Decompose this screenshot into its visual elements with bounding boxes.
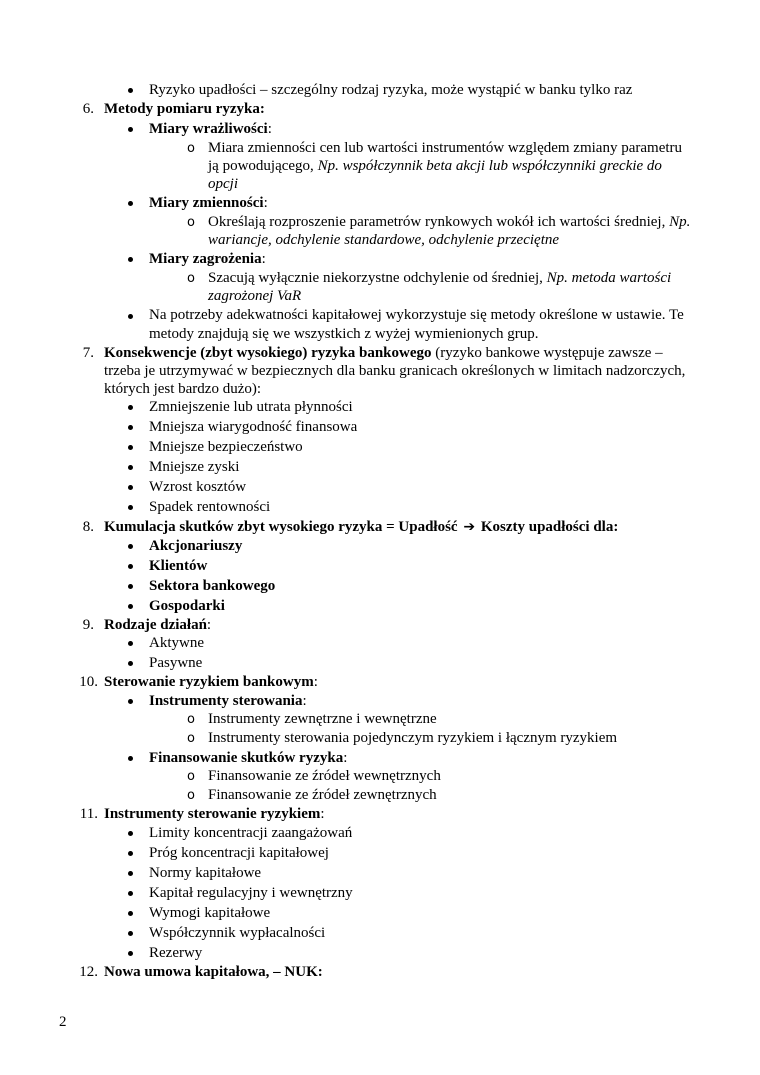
italic-text: zagrożonej VaR [208,288,302,304]
text-line: których jest bardzo dużo): [104,381,262,397]
list-item: Finansowanie ze źródeł zewnętrznych [208,787,437,803]
list-item: Zmniejszenie lub utrata płynności [149,399,353,415]
bullet-icon [128,911,133,916]
arrow-right-icon: ➔ [463,519,476,535]
bullet-icon [128,699,133,704]
section-heading: Konsekwencje (zbyt wysokiego) ryzyka bankowego [104,345,432,361]
bullet-icon [128,641,133,646]
list-item: Akcjonariuszy [149,538,243,554]
subheading: Miary zmienności [149,195,264,211]
item-number: 7. [82,345,94,361]
list-item: Gospodarki [149,598,225,614]
subheading: Miary zagrożenia [149,251,262,267]
list-item: Współczynnik wypłacalności [149,925,326,941]
list-item: Limity koncentracji zaangażowań [149,825,353,841]
page-number: 2 [59,1014,67,1030]
colon: : [313,674,318,690]
bullet-icon [128,544,133,549]
colon: : [267,121,272,137]
bullet-icon [128,831,133,836]
circle-bullet-icon: o [187,788,195,803]
section-heading: Sterowanie ryzykiem bankowym [104,674,314,690]
text-part: Określają rozproszenie parametrów rynkowych wokół ich wartości średniej, [208,214,670,230]
item-number: 9. [82,617,94,633]
subheading: Finansowanie skutków ryzyka [149,750,344,766]
circle-bullet-icon: o [187,271,195,286]
text-part: ją powodującego, [208,158,318,174]
text-line: metody znajdują się we wszystkich z wyżej wymienionych grup. [149,326,539,342]
list-item: Wymogi kapitałowe [149,905,271,921]
section-heading: Rodzaje działań [104,617,207,633]
circle-bullet-icon: o [187,731,195,746]
list-item: Mniejsze bezpieczeństwo [149,439,303,455]
bullet-icon [128,127,133,132]
list-item: Instrumenty zewnętrzne i wewnętrzne [208,711,437,727]
text-line: trzeba je utrzymywać w bezpiecznych dla banku granicach określonych w limitach nadzorczych, [104,363,686,379]
bullet-icon [128,425,133,430]
colon: : [343,750,348,766]
list-item: Rezerwy [149,945,203,961]
bullet-icon [128,257,133,262]
colon: : [263,195,268,211]
section-heading: Kumulacja skutków zbyt wysokiego ryzyka = Upadłość [104,519,458,535]
section-heading: Metody pomiaru ryzyka: [104,101,265,117]
subheading: Miary wrażliwości [149,121,268,137]
bullet-icon [128,505,133,510]
italic-text: Np. współczynnik beta akcji lub współczynniki greckie do [317,158,662,174]
bullet-icon [128,604,133,609]
list-item: Wzrost kosztów [149,479,247,495]
bullet-icon [128,871,133,876]
bullet-icon [128,314,133,319]
bullet-icon [128,756,133,761]
list-item: Próg koncentracji kapitałowej [149,845,329,861]
section-heading-line [104,518,618,538]
item-number: 11. [79,806,98,822]
subheading-line [149,749,347,769]
italic-text: Np. [669,214,691,230]
text-line: Ryzyko upadłości – szczególny rodzaj ryzyka, może wystąpić w banku tylko raz [149,82,633,98]
list-item: Klientów [149,558,208,574]
section-heading: Instrumenty sterowanie ryzykiem [104,806,321,822]
circle-bullet-icon: o [187,215,195,230]
subheading: Instrumenty sterowania [149,693,303,709]
colon: : [320,806,325,822]
bullet-icon [128,201,133,206]
item-number: 8. [82,519,94,535]
bullet-icon [128,661,133,666]
text-line [208,157,662,177]
italic-text: Np. metoda wartości [546,270,672,286]
bullet-icon [128,445,133,450]
subheading-line [149,120,272,140]
text-part: (ryzyko bankowe występuje zawsze – [431,345,663,361]
bullet-icon [128,584,133,589]
bullet-icon [128,851,133,856]
text-line [208,269,671,289]
colon: : [261,251,266,267]
bullet-icon [128,931,133,936]
item-number: 6. [82,101,94,117]
list-item: Normy kapitałowe [149,865,262,881]
list-item: Pasywne [149,655,203,671]
subheading-line [149,692,307,712]
section-heading: Nowa umowa kapitałowa, – NUK: [104,964,323,980]
text-part: Szacują wyłącznie niekorzystne odchylenie od średniej, [208,270,547,286]
text-line [208,213,690,233]
bullet-icon [128,465,133,470]
bullet-icon [128,485,133,490]
section-heading-line [104,616,211,636]
section-heading-line [104,344,663,364]
section-heading-line [104,673,318,693]
section-heading-line [104,805,325,825]
list-item: Instrumenty sterowania pojedynczym ryzykiem i łącznym ryzykiem [208,730,618,746]
bullet-icon [128,564,133,569]
bullet-icon [128,405,133,410]
item-number: 10. [79,674,98,690]
list-item: Spadek rentowności [149,499,271,515]
list-item: Kapitał regulacyjny i wewnętrzny [149,885,353,901]
colon: : [206,617,212,633]
subheading-line [149,194,268,214]
bullet-icon [128,891,133,896]
colon: : [302,693,307,709]
circle-bullet-icon: o [187,712,195,727]
subheading-line [149,250,266,270]
list-item: Mniejsze zyski [149,459,240,475]
text-line: Na potrzeby adekwatności kapitałowej wykorzystuje się metody określone w ustawie. Te [149,307,684,323]
item-number: 12. [79,964,98,980]
list-item: Aktywne [149,635,204,651]
text-line: Miara zmienności cen lub wartości instrumentów względem zmiany parametru [208,140,683,156]
list-item: Mniejsza wiarygodność finansowa [149,419,358,435]
circle-bullet-icon: o [187,141,195,156]
circle-bullet-icon: o [187,769,195,784]
bullet-icon [128,951,133,956]
italic-text: opcji [208,176,238,192]
italic-text: wariancje, odchylenie standardowe, odchylenie przeciętne [208,232,560,248]
list-item: Sektora bankowego [149,578,276,594]
bullet-icon [128,88,133,93]
list-item: Finansowanie ze źródeł wewnętrznych [208,768,441,784]
section-heading: Koszty upadłości dla: [480,519,619,535]
